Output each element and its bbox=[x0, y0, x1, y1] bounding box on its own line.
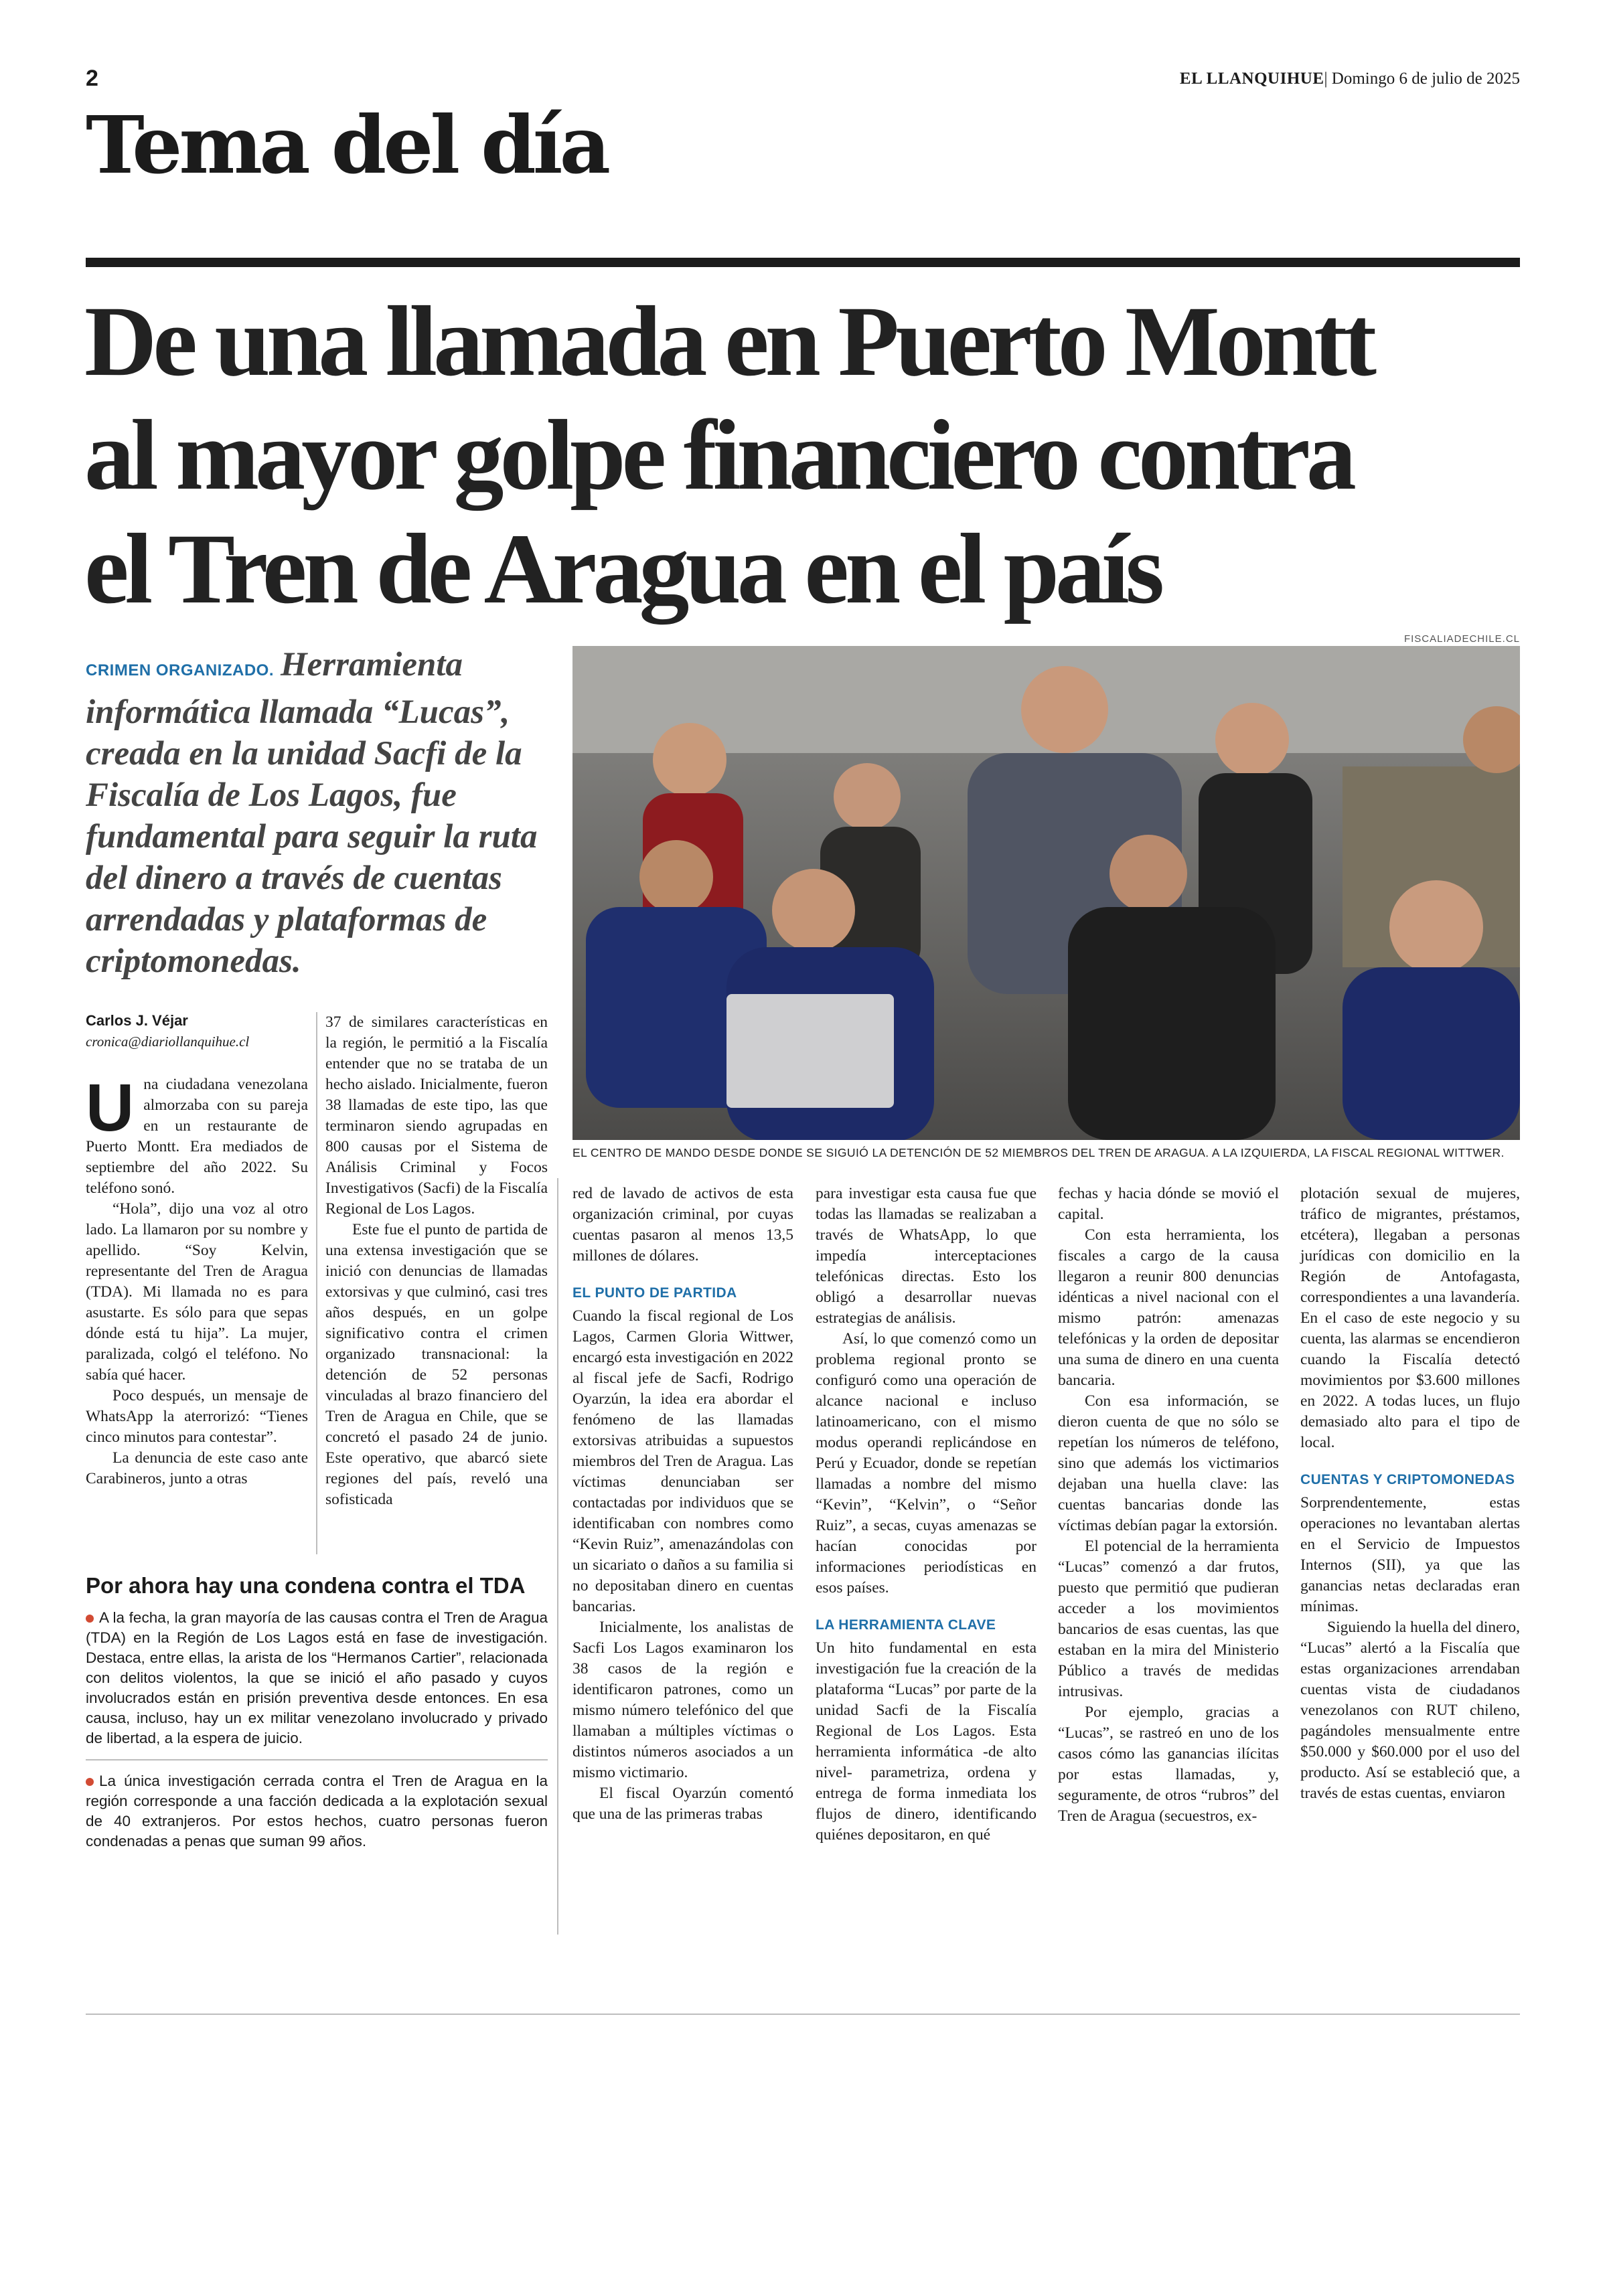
lead-deck bbox=[86, 644, 554, 982]
paragraph: El potencial de la herramienta “Lucas” comenzó a dar frutos, puesto que permitió que pudieran acceder a los movimientos bancarios de esas cuentas, las que estaban en la mira del Ministerio Público a través de medidas intrusivas. bbox=[1058, 1538, 1279, 1700]
publication-date: | Domingo 6 de julio de 2025 bbox=[1324, 70, 1520, 88]
headline-line: el Tren de Aragua en el país bbox=[84, 513, 1161, 625]
paragraph: 37 de similares características en la región, le permitió a la Fiscalía entender que no se trataba de un hecho aislado. Inicialmente, fueron 38 llamadas de este tipo, las que terminaron siendo agrupadas en 800 causas por el Sistema de Análisis Criminal y Focos Investigativos (Sacfi) de la Fiscalía Regional de Los Lagos. bbox=[325, 1013, 548, 1218]
paragraph: Este fue el punto de partida de una extensa investigación que se inició con denuncias de llamadas extorsivas y que culminó, casi tres años después, en un golpe significativo contra el crimen organizado transnacional: la detención de 52 personas vinculadas al brazo financiero del Tren de Aragua en Chile, que se concretó el pasado 24 de junio. Este operativo, que abarcó siete regiones del país, reveló una sofisticada bbox=[325, 1221, 548, 1508]
section-title: Tema del día bbox=[86, 98, 608, 191]
bullet-icon bbox=[86, 1778, 94, 1786]
paragraph: Un hito fundamental en esta investigación fue la creación de la plataforma “Lucas” por parte de la unidad Sacfi de la Fiscalía Regional de Los Lagos. Esta herramienta informática -de alto nivel- parametriza, ordena y entrega de forma inmediata los flujos de dinero, identificando quiénes depositaron, en qué bbox=[816, 1639, 1037, 1843]
paragraph: El fiscal Oyarzún comentó que una de las primeras trabas bbox=[572, 1785, 793, 1823]
article-column-3 bbox=[572, 1183, 793, 1825]
paragraph: Poco después, un mensaje de WhatsApp la aterrorizó: “Tienes cinco minutos para contestar”. bbox=[86, 1387, 308, 1446]
sidebar-divider bbox=[86, 1759, 548, 1760]
author-name: Carlos J. Véjar bbox=[86, 1012, 188, 1029]
author-email[interactable]: cronica@diariollanquihue.cl bbox=[86, 1034, 250, 1050]
paragraph: plotación sexual de mujeres, tráfico de migrantes, préstamos, etcétera), llegaban a personas jurídicas con domicilio en la Región de Antofagasta, correspondientes a una lavandería. En el caso de este negocio y su cuenta, las alarmas se encendieron cuando la Fiscalía detectó movimientos por $3.600 millones en 2022. A todas luces, un flujo demasiado alto para el tipo de local. bbox=[1300, 1185, 1520, 1451]
article-column-5 bbox=[1058, 1183, 1279, 1827]
masthead bbox=[1180, 70, 1520, 88]
paragraph: na ciudadana venezolana almorzaba con su pareja en un restaurante de Puerto Montt. Era mediados de septiembre del año 2022. Su teléfono sonó. bbox=[86, 1076, 308, 1197]
paragraph: fechas y hacia dónde se movió el capital. bbox=[1058, 1185, 1279, 1223]
article-column-2 bbox=[325, 1012, 548, 1510]
paragraph: para investigar esta causa fue que todas las llamadas se realizaban a través de WhatsApp, lo que impedía interceptaciones telefónicas directas. Esto los obligó a desarrollar nuevas estrategias de análisis. bbox=[816, 1185, 1037, 1327]
headline-line: De una llamada en Puerto Montt bbox=[84, 286, 1373, 397]
column-divider bbox=[316, 1012, 317, 1554]
paragraph: Cuando la fiscal regional de Los Lagos, Carmen Gloria Wittwer, encargó esta investigación en 2022 al fiscal jefe de Sacfi, Rodrigo Oyarzún, la idea era abordar el fenómeno de las llamadas extorsivas atribuidas a supuestos miembros del Tren de Aragua. Las víctimas denunciaban ser contactadas por individuos que se identificaban con nombres como “Kevin Ruiz”, amenazándolas con un sicariato o daños a su familia si no depositaban dinero en cuentas bancarias. bbox=[572, 1307, 793, 1615]
news-photo bbox=[572, 646, 1520, 1140]
subhead: EL PUNTO DE PARTIDA bbox=[572, 1285, 737, 1301]
sidebar-title: Por ahora hay una condena contra el TDA bbox=[86, 1573, 526, 1598]
paragraph: Con esa información, se dieron cuenta de que no sólo se repetían los números de teléfono, sino que además los victimarios dejaban una huella clave: las cuentas bancarias donde las víctimas debían pagar la extorsión. bbox=[1058, 1392, 1279, 1534]
paragraph: Por ejemplo, gracias a “Lucas”, se rastreó en uno de los casos cómo las ganancias ilícitas por estas llamadas, y, seguramente, de otros “rubros” del Tren de Aragua (secuestros, ex- bbox=[1058, 1704, 1279, 1825]
paragraph: red de lavado de activos de esta organización criminal, por cuyas cuentas pasaron al menos 13,5 millones de dólares. bbox=[572, 1185, 793, 1264]
paragraph: Inicialmente, los analistas de Sacfi Los Lagos examinaron los 38 casos de la región e identificaron patrones, como un mismo número telefónico del que llamaban a múltiples víctimas o distintos números asociados a un mismo victimario. bbox=[572, 1619, 793, 1781]
page-number: 2 bbox=[86, 66, 98, 91]
bullet-icon bbox=[86, 1615, 94, 1623]
paragraph: “Hola”, dijo una voz al otro lado. La llamaron por su nombre y apellido. “Soy Kelvin, representante del Tren de Aragua (TDA). Mi llamada no es para asustarte. Es sólo para que sepas dónde está tu hija”. La mujer, paralizada, colgó el teléfono. No sabía qué hacer. bbox=[86, 1200, 308, 1384]
paragraph: Sorprendentemente, estas operaciones no levantaban alertas en el Servicio de Impuestos Internos (SII), ya que las ganancias netas declaradas eran mínimas. bbox=[1300, 1494, 1520, 1615]
headline-line: al mayor golpe financiero contra bbox=[84, 400, 1353, 511]
section-divider bbox=[86, 258, 1520, 267]
article-column-4 bbox=[816, 1183, 1037, 1846]
photo-caption: EL CENTRO DE MANDO DESDE DONDE SE SIGUIÓ LA DETENCIÓN DE 52 MIEMBROS DEL TREN DE ARAGUA. A LA IZQUIERDA, LA FISCAL REGIONAL WITTWER. bbox=[572, 1146, 1505, 1159]
sidebar-item: A la fecha, la gran mayoría de las causas contra el Tren de Aragua (TDA) en la Región de Los Lagos está en fase de investigación. Destaca, entre ellas, la arista de los “Hermanos Cartier”, relacionada con delitos violentos, la que se inició el año pasado y cuyos involucrados están en prisión preventiva desde entonces. En esa causa, incluso, hay un ex militar venezolano involucrado y privado de libertad, a la espera de juicio. bbox=[86, 1609, 548, 1746]
publication-name: EL LLANQUIHUE bbox=[1179, 70, 1324, 88]
paragraph: Así, lo que comenzó como un problema regional pronto se configuró como una operación de alcance nacional e incluso latinoamericano, con el mismo modus operandi replicándose en Perú y Ecuador, donde se repetían llamadas a nombre del mismo “Kevin”, “Kelvin”, o “Señor Ruiz”, a secas, cuyas amenazas se hacían conocidas por informaciones periodísticas en esos países. bbox=[816, 1330, 1037, 1596]
sidebar-box bbox=[86, 1573, 548, 1862]
subhead: CUENTAS Y CRIPTOMONEDAS bbox=[1300, 1472, 1515, 1487]
lead-kicker: CRIMEN ORGANIZADO. bbox=[86, 661, 274, 679]
photo-illustration bbox=[572, 646, 1520, 1140]
article-column-1 bbox=[86, 1070, 308, 1489]
photo-credit: FISCALIADECHILE.CL bbox=[1403, 633, 1520, 645]
paragraph: Con esta herramienta, los fiscales a cargo de la causa llegaron a reunir 800 denuncias idénticas a nivel nacional con el mismo patrón: amenazas telefónicas y la orden de depositar una suma de dinero en una cuenta bancaria. bbox=[1058, 1226, 1279, 1389]
headline bbox=[84, 284, 1524, 626]
column-divider bbox=[557, 1178, 558, 1935]
bottom-rule bbox=[86, 2014, 1520, 2015]
drop-cap: U bbox=[86, 1070, 135, 1145]
subhead: LA HERRAMIENTA CLAVE bbox=[816, 1617, 996, 1633]
lead-text: Herramienta informática llamada “Lucas”, creada en la unidad Sacfi de la Fiscalía de Los Lagos, fue fundamental para seguir la ruta del dinero a través de cuentas arrendadas y plataformas de criptomonedas. bbox=[86, 646, 538, 980]
paragraph: La denuncia de este caso ante Carabineros, junto a otras bbox=[86, 1449, 308, 1487]
paragraph: Siguiendo la huella del dinero, “Lucas” alertó a la Fiscalía que estas organizaciones arrendaban cuentas vista de ciudadanos venezolanos con RUT chileno, pagándoles mensualmente entre $50.000 y $60.000 por el uso del producto. Así se estableció que, a través de estas cuentas, enviaron bbox=[1300, 1619, 1520, 1802]
article-column-6 bbox=[1300, 1183, 1520, 1804]
sidebar-item: La única investigación cerrada contra el Tren de Aragua en la región corresponde a una facción dedicada a la explotación sexual de 40 extranjeros. Por estos hechos, cuatro personas fueron condenadas a penas que suman 99 años. bbox=[86, 1773, 548, 1850]
